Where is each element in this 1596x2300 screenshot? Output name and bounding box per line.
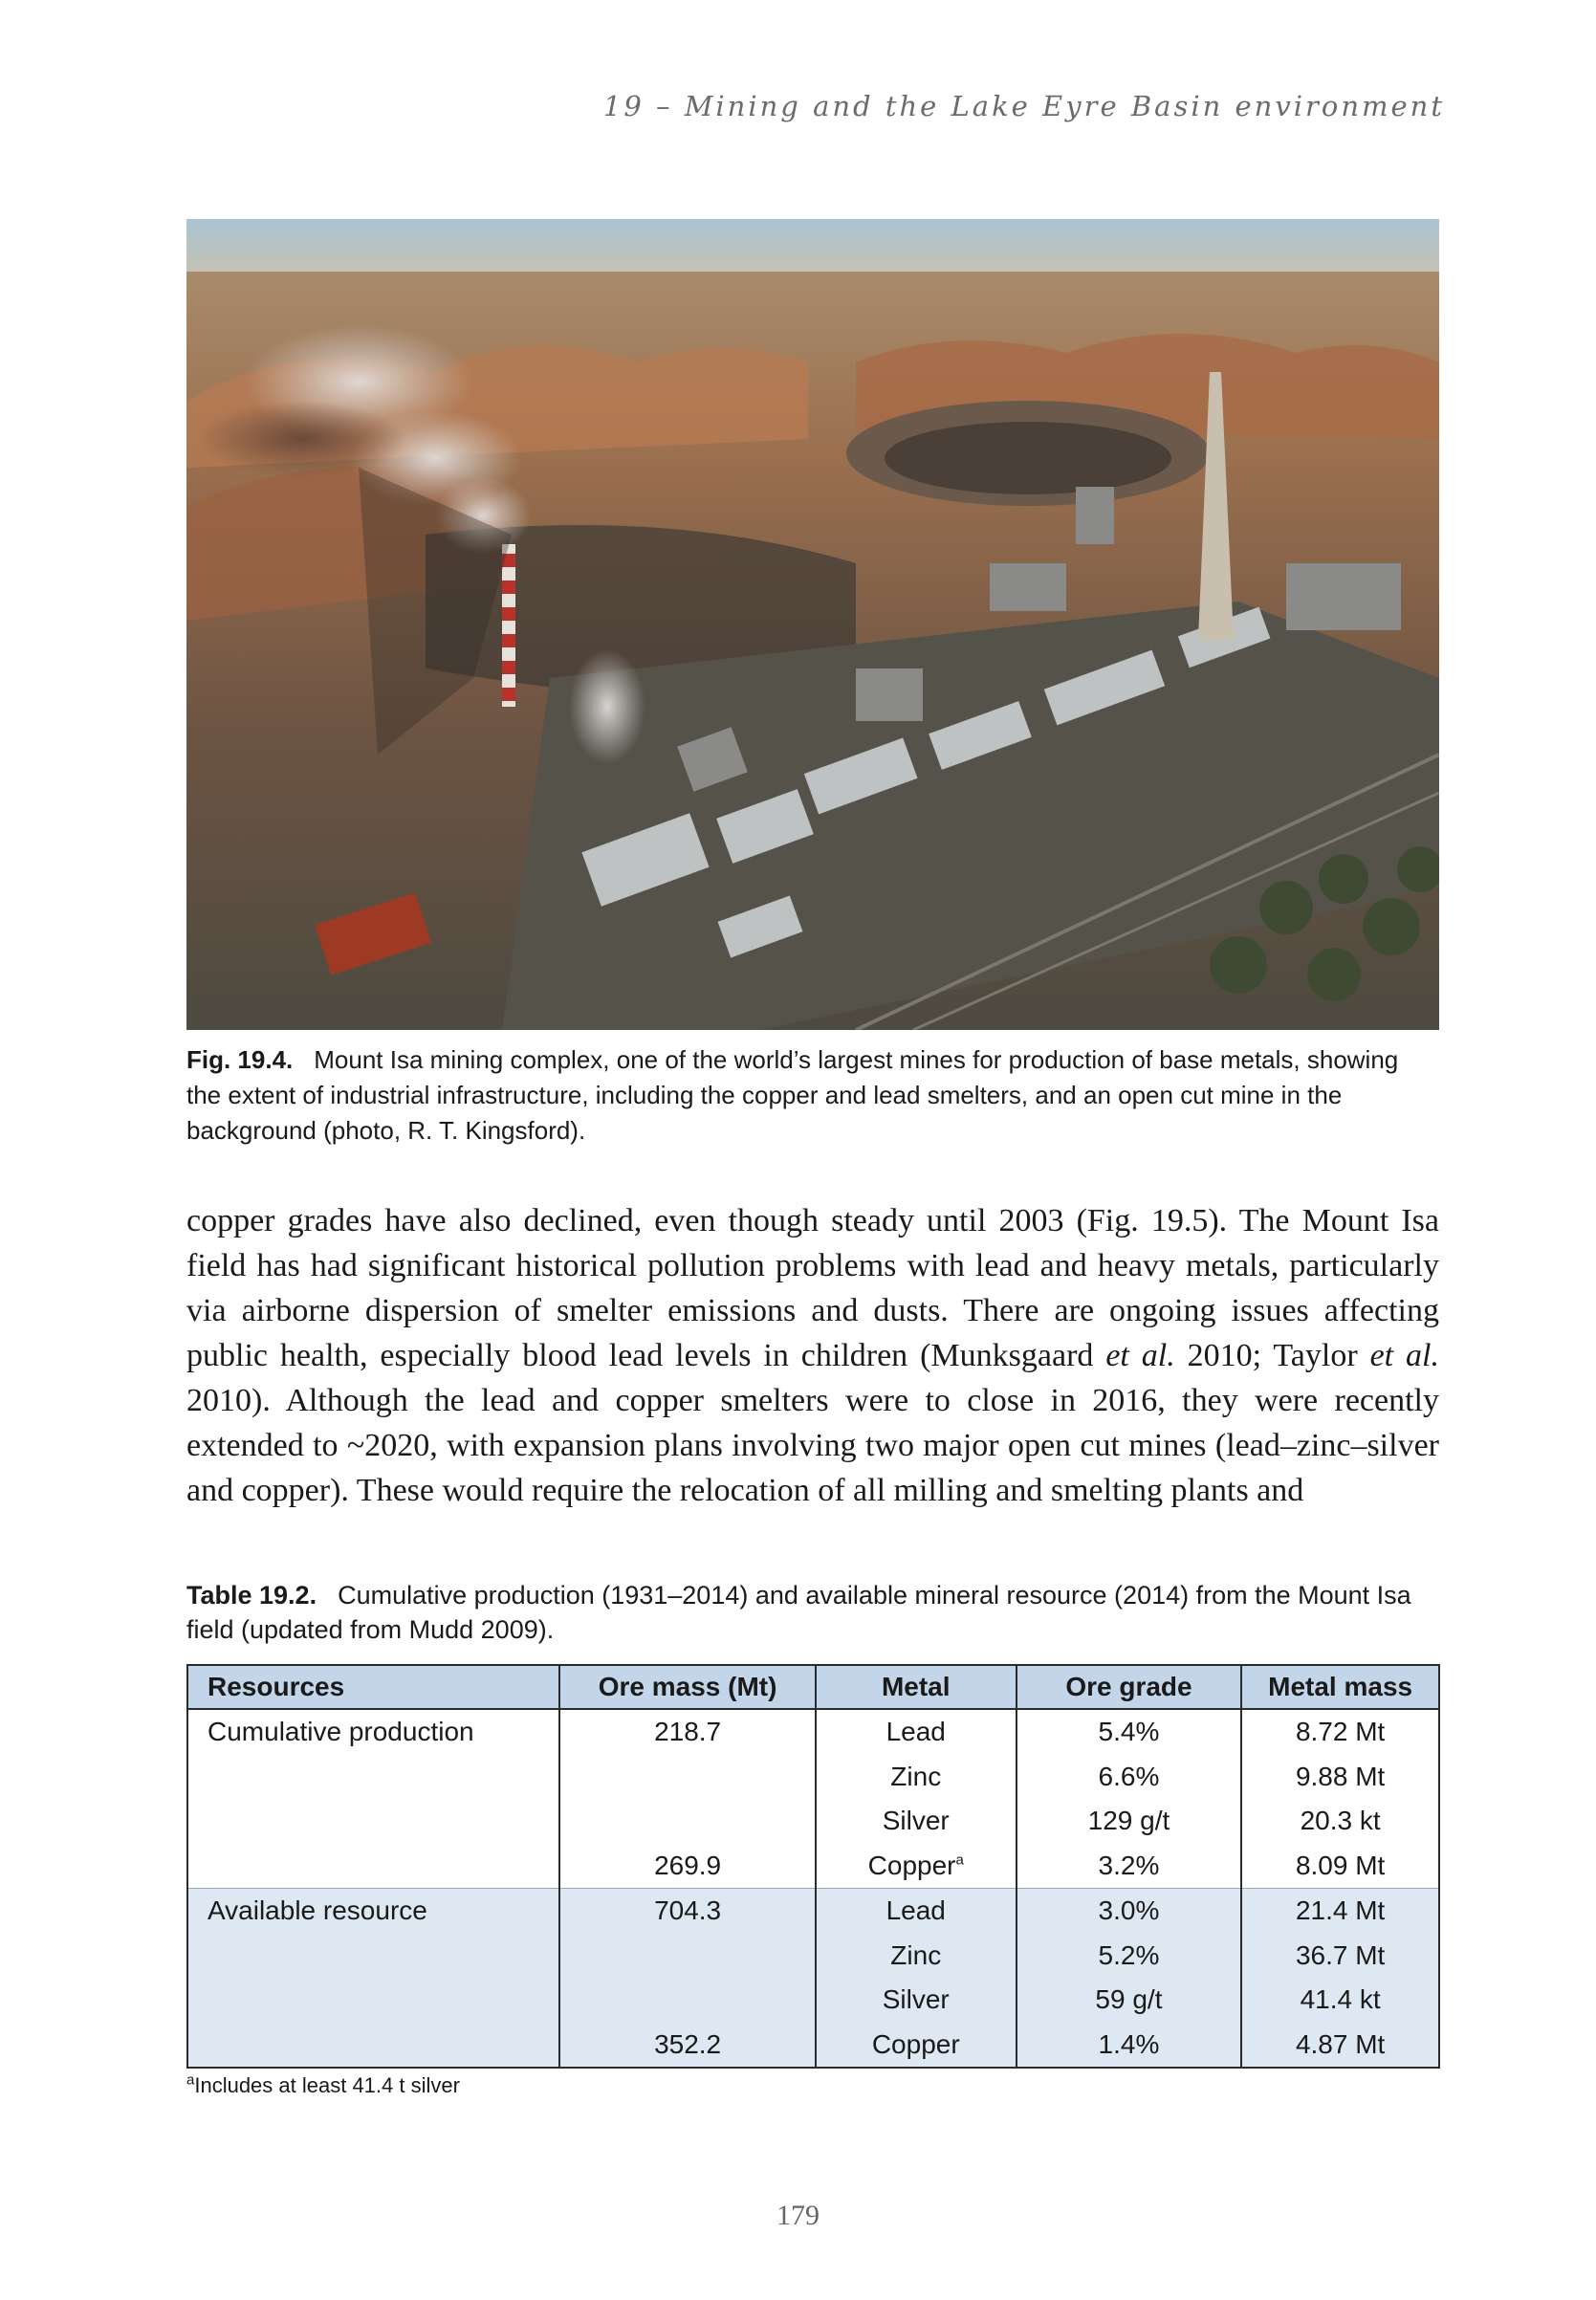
cell: 218.7 <box>559 1709 816 1755</box>
cell: 3.0% <box>1017 1889 1242 1934</box>
cell <box>559 1799 816 1844</box>
cell <box>187 1799 559 1844</box>
et-al-italic: et al. <box>1105 1338 1175 1373</box>
et-al-italic: et al. <box>1369 1338 1440 1373</box>
running-header: 19 – Mining and the Lake Eyre Basin environment <box>602 90 1445 122</box>
table-row <box>187 1755 1439 1800</box>
cell: 352.2 <box>559 2023 816 2069</box>
cell: Silver <box>816 1799 1017 1844</box>
cell: Zinc <box>816 1755 1017 1800</box>
header-metal: Metal <box>816 1665 1017 1709</box>
cell: 704.3 <box>559 1889 816 1934</box>
table-caption-text: Cumulative production (1931–2014) and available mineral resource (2014) from the Mount Isa field (updated from Mudd 2009). <box>186 1581 1411 1644</box>
cell: 6.6% <box>1017 1755 1242 1800</box>
cell: 8.72 Mt <box>1241 1709 1439 1755</box>
production-table <box>186 1664 1440 2069</box>
table-row <box>187 1934 1439 1979</box>
table-row <box>187 1709 1439 1755</box>
cell <box>559 1978 816 2023</box>
cell: 20.3 kt <box>1241 1799 1439 1844</box>
header-metal-mass: Metal mass <box>1241 1665 1439 1709</box>
header-ore-grade: Ore grade <box>1017 1665 1242 1709</box>
cell <box>559 1934 816 1979</box>
cell: 9.88 Mt <box>1241 1755 1439 1800</box>
cell: 5.2% <box>1017 1934 1242 1979</box>
cell: Available resource <box>187 1889 559 1934</box>
cell: 21.4 Mt <box>1241 1889 1439 1934</box>
cell: Zinc <box>816 1934 1017 1979</box>
cell <box>187 1844 559 1889</box>
table-label: Table 19.2. <box>186 1581 317 1610</box>
cell: 129 g/t <box>1017 1799 1242 1844</box>
table-row <box>187 2023 1439 2069</box>
cell: 4.87 Mt <box>1241 2023 1439 2069</box>
table-footnote <box>186 2073 460 2098</box>
footnote-text: Includes at least 41.4 t silver <box>194 2073 460 2097</box>
cell <box>559 1755 816 1800</box>
table-row <box>187 1978 1439 2023</box>
footnote-marker: a <box>186 2071 195 2089</box>
footnote-marker: a <box>955 1851 964 1869</box>
body-paragraph <box>186 1198 1439 1513</box>
mine-photo <box>186 219 1439 1030</box>
cell: 269.9 <box>559 1844 816 1889</box>
cell: 59 g/t <box>1017 1978 1242 2023</box>
cell: 1.4% <box>1017 2023 1242 2069</box>
body-text-segment: 2010). Although the lead and copper smelters were to close in 2016, they were recently extended to ~2020, with expansion plans involving two major open cut mines (lead–zinc–silver and copper). These would require the relocation of all milling and smelting plants and <box>186 1383 1439 1508</box>
header-resources: Resources <box>187 1665 559 1709</box>
cell <box>187 1755 559 1800</box>
body-text-segment: copper grades have also declined, even though steady until 2003 (Fig. 19.5). The Mount Isa field has had significant historical pollution problems with lead and heavy metals, particularly via airborne dispersion of smelter emissions and dusts. There are ongoing issues affecting public health, especially blood lead levels in children (Munksgaard <box>186 1203 1439 1373</box>
cell: 41.4 kt <box>1241 1978 1439 2023</box>
cell: 5.4% <box>1017 1709 1242 1755</box>
header-ore-mass: Ore mass (Mt) <box>559 1665 816 1709</box>
cell: Lead <box>816 1889 1017 1934</box>
cell: 3.2% <box>1017 1844 1242 1889</box>
cell-copper <box>816 1844 1017 1889</box>
table-row <box>187 1844 1439 1889</box>
cell: Cumulative production <box>208 1717 474 1747</box>
cell: Copper <box>816 2023 1017 2069</box>
table-row <box>187 1799 1439 1844</box>
table-header-row <box>187 1665 1439 1709</box>
figure-caption <box>186 1042 1439 1149</box>
figure-caption-text: Mount Isa mining complex, one of the world’s largest mines for production of base metals, showing the extent of industrial infrastructure, including the copper and lead smelters, and an open cut mine in the background (photo, R. T. Kingsford). <box>186 1045 1399 1145</box>
cell-text: Copper <box>867 1850 956 1880</box>
cell <box>187 2023 559 2069</box>
cell: Lead <box>816 1709 1017 1755</box>
body-text-segment: 2010; Taylor <box>1174 1338 1370 1373</box>
cell <box>187 1934 559 1979</box>
table-row <box>187 1889 1439 1934</box>
cell <box>187 1978 559 2023</box>
cell: 8.09 Mt <box>1241 1844 1439 1889</box>
table-caption <box>186 1578 1439 1647</box>
cell: Silver <box>816 1978 1017 2023</box>
cell: 36.7 Mt <box>1241 1934 1439 1979</box>
page-number: 179 <box>776 2200 820 2231</box>
figure-label: Fig. 19.4. <box>186 1045 294 1074</box>
